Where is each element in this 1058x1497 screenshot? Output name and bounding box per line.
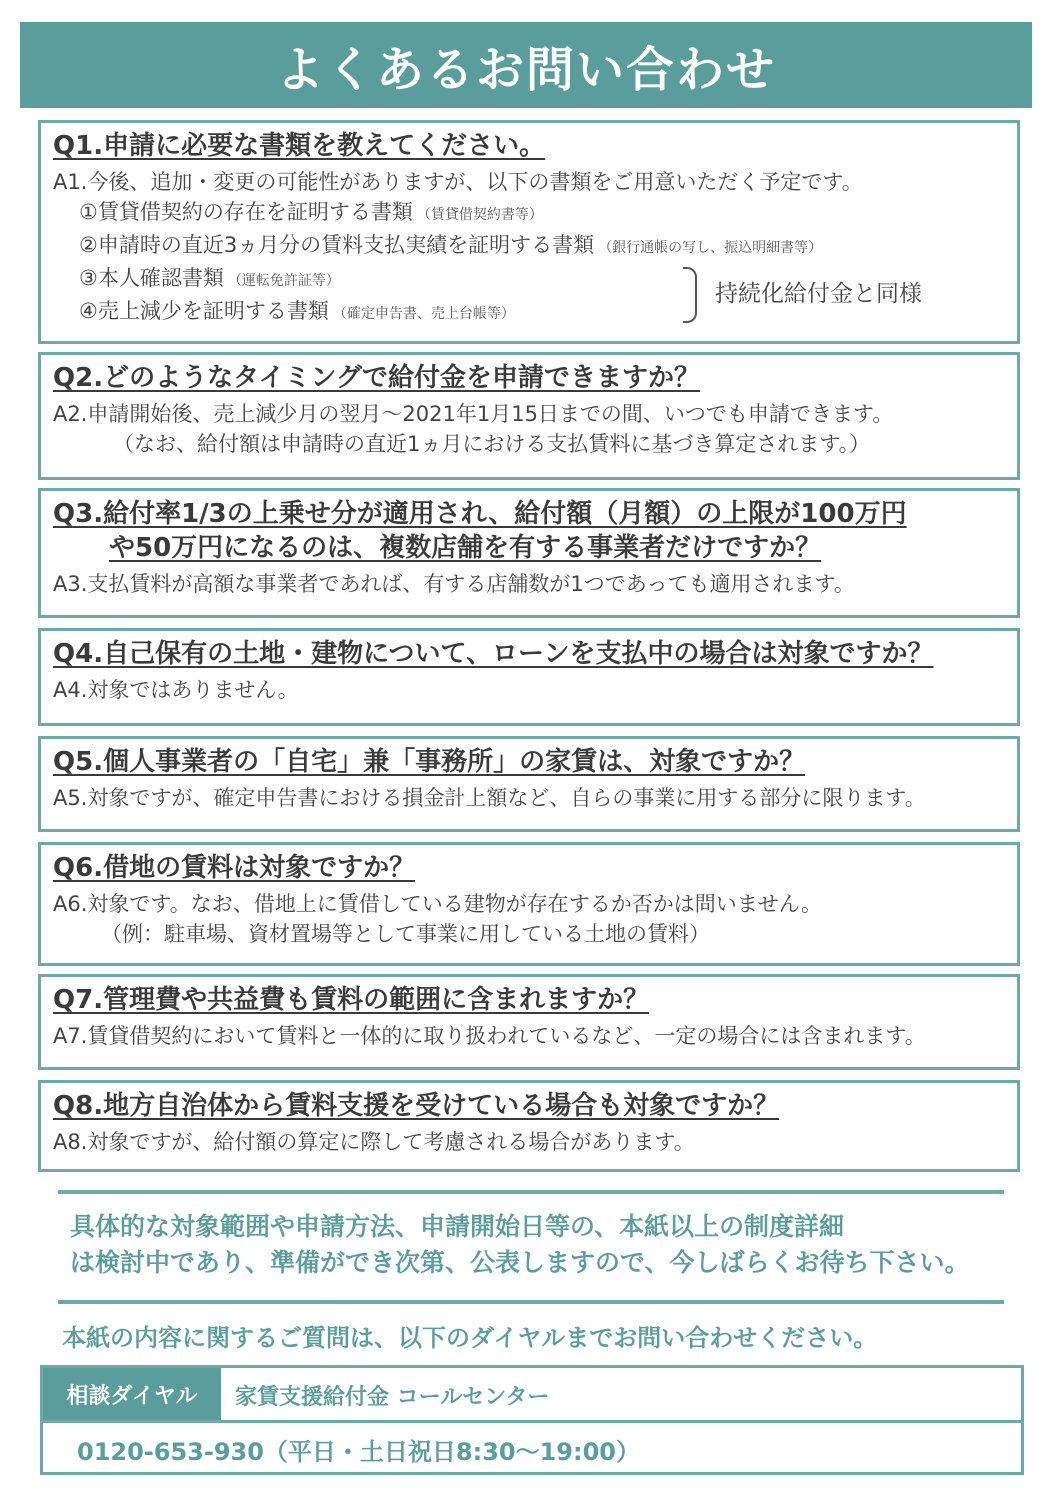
faq-item-q8 <box>38 1080 1020 1172</box>
brace-group <box>53 263 1005 329</box>
question-q3-cont: や50万円になるのは、複数店舗を有する事業者だけですか？ <box>109 533 822 563</box>
answer-q1: A1.今後、追加・変更の可能性がありますが、以下の書類をご用意いただく予定です。 <box>53 170 863 194</box>
page-title: よくあるお問い合わせ <box>275 41 776 98</box>
brace-note: 持続化給付金と同様 <box>715 281 922 307</box>
question-q1: Q1.申請に必要な書類を教えてください。 <box>53 131 546 161</box>
document-list <box>53 197 1005 329</box>
answer-q2-note: （なお、給付額は申請時の直近1ヵ月における支払賃料に基づき算定されます。） <box>113 432 871 456</box>
faq-item-q6 <box>38 842 1020 966</box>
call-center-name: 家賃支援給付金 コールセンター <box>235 1385 550 1410</box>
answer-q4: A4.対象ではありません。 <box>53 678 299 702</box>
answer-q6: A6.対象です。なお、借地上に賃借している建物が存在するか否かは問いません。 <box>53 892 822 916</box>
question-q7: Q7.管理費や共益費も賃料の範囲に含まれますか？ <box>53 985 650 1015</box>
list-item: ③本人確認書類 （運転免許証等） <box>79 266 340 290</box>
answer-q8: A8.対象ですが、給付額の算定に際して考慮される場合があります。 <box>53 1130 695 1154</box>
faq-item-q4 <box>38 628 1020 726</box>
notice-line-1: 具体的な対象範囲や申請方法、申請開始日等の、本紙以上の制度詳細 <box>70 1212 845 1241</box>
question-q4: Q4.自己保有の土地・建物について、ローンを支払中の場合は対象ですか？ <box>53 639 934 669</box>
faq-item-q2 <box>38 352 1020 480</box>
list-item: ④売上減少を証明する書類 （確定申告書、売上台帳等） <box>79 299 515 323</box>
divider <box>58 1300 1004 1304</box>
divider <box>43 1420 1021 1423</box>
answer-q3: A3.支払賃料が高額な事業者であれば、有する店舗数が1つであっても適用されます。 <box>53 572 855 596</box>
faq-item-q7 <box>38 974 1020 1070</box>
answer-q2: A2.申請開始後、売上減少月の翌月～2021年1月15日までの間、いつでも申請できます。 <box>53 402 894 426</box>
question-q5: Q5.個人事業者の「自宅」兼「事務所」の家賃は、対象ですか？ <box>53 747 806 777</box>
phone-number[interactable]: 0120-653-930（平日・土日祝日8:30～19:00） <box>77 1438 641 1466</box>
contact-lead: 本紙の内容に関するご質問は、以下のダイヤルまでお問い合わせください。 <box>62 1324 878 1352</box>
list-item: ②申請時の直近3ヵ月分の賃料支払実績を証明する書類 （銀行通帳の写し、振込明細書等） <box>79 233 823 257</box>
answer-q7: A7.賃貸借契約において賃料と一体的に取り扱われているなど、一定の場合には含まれます。 <box>53 1024 926 1048</box>
answer-q5: A5.対象ですが、確定申告書における損金計上額など、自らの事業に用する部分に限ります。 <box>53 786 926 810</box>
question-q6: Q6.借地の賃料は対象ですか？ <box>53 853 416 883</box>
dial-label: 相談ダイヤル <box>43 1368 221 1420</box>
list-item: ①賃貸借契約の存在を証明する書類 （賃貸借契約書等） <box>79 200 543 224</box>
faq-item-q5 <box>38 736 1020 832</box>
question-q8: Q8.地方自治体から賃料支援を受けている場合も対象ですか？ <box>53 1091 780 1121</box>
brace-bracket <box>683 267 697 323</box>
question-q3: Q3.給付率1/3の上乗せ分が適用され、給付額（月額）の上限が100万円 <box>53 499 907 529</box>
question-q2: Q2.どのようなタイミングで給付金を申請できますか？ <box>53 363 701 393</box>
contact-box <box>40 1365 1024 1475</box>
notice-section <box>58 1190 1004 1280</box>
faq-item-q3 <box>38 488 1020 618</box>
notice-line-2: は検討中であり、準備ができ次第、公表しますので、今しばらくお待ち下さい。 <box>70 1248 970 1277</box>
page-header <box>20 22 1032 108</box>
faq-item-q1 <box>38 120 1020 344</box>
answer-q6-note: （例：駐車場、資材置場等として事業に用している土地の賃料） <box>101 922 710 946</box>
